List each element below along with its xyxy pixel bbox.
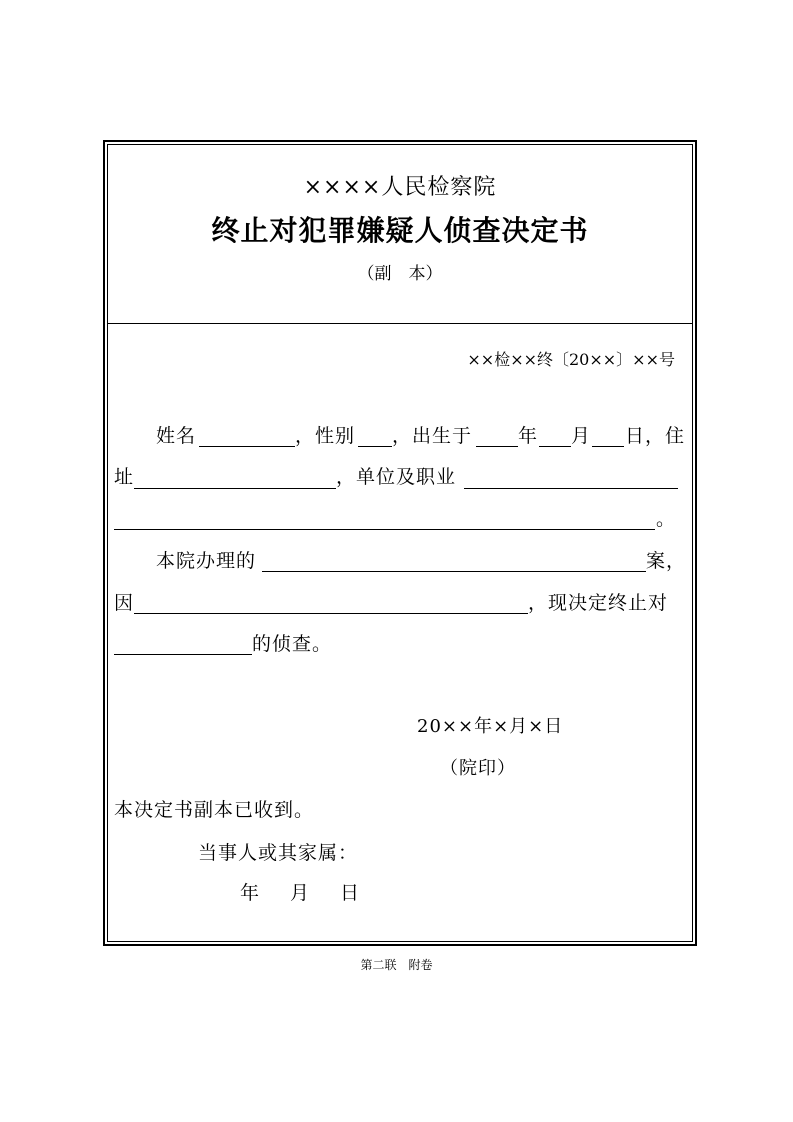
birth-year-field[interactable] xyxy=(476,446,518,447)
gender-field[interactable] xyxy=(358,446,392,447)
birth-month-field[interactable] xyxy=(539,446,571,447)
work-label: ，单位及职业 xyxy=(336,466,457,488)
document-number: ××检××终〔20××〕××号 xyxy=(467,350,675,369)
footer-label: 第二联 附卷 xyxy=(360,958,433,972)
address-field[interactable] xyxy=(134,488,336,489)
birth-label: ，出生于 xyxy=(392,425,473,447)
receipt-date-line: 年 月 日 xyxy=(240,882,366,904)
work-field[interactable] xyxy=(464,488,678,489)
seal-label: （院印） xyxy=(440,758,516,779)
reason-suffix: ，现决定终止对 xyxy=(528,592,669,614)
suspect-field[interactable] xyxy=(114,654,252,655)
work-continuation-field[interactable] xyxy=(114,529,655,530)
name-field[interactable] xyxy=(199,446,295,447)
sentence-end: 。 xyxy=(656,508,677,530)
party-label: 当事人或其家属： xyxy=(198,842,359,864)
birth-day-field[interactable] xyxy=(592,446,624,447)
address-label: 址 xyxy=(114,466,135,488)
day-address-label: 日，住 xyxy=(625,425,686,447)
header-divider xyxy=(107,323,693,324)
reason-field[interactable] xyxy=(134,613,528,614)
name-label: 姓名 xyxy=(156,425,197,447)
investigation-suffix: 的侦查。 xyxy=(252,633,333,655)
case-prefix: 本院办理的 xyxy=(156,550,257,572)
document-title: 终止对犯罪嫌疑人侦查决定书 xyxy=(211,214,589,247)
reason-prefix: 因 xyxy=(114,592,135,614)
copy-label: （副 本） xyxy=(357,264,443,284)
case-suffix: 案， xyxy=(646,550,687,572)
gender-label: ，性别 xyxy=(295,425,356,447)
month-label: 月 xyxy=(571,425,592,447)
procuratorate-name: ××××人民检察院 xyxy=(303,175,497,200)
year-label: 年 xyxy=(518,425,539,447)
decision-date: 20××年×月×日 xyxy=(417,716,564,737)
case-field[interactable] xyxy=(262,571,646,572)
receipt-statement: 本决定书副本已收到。 xyxy=(114,799,315,821)
